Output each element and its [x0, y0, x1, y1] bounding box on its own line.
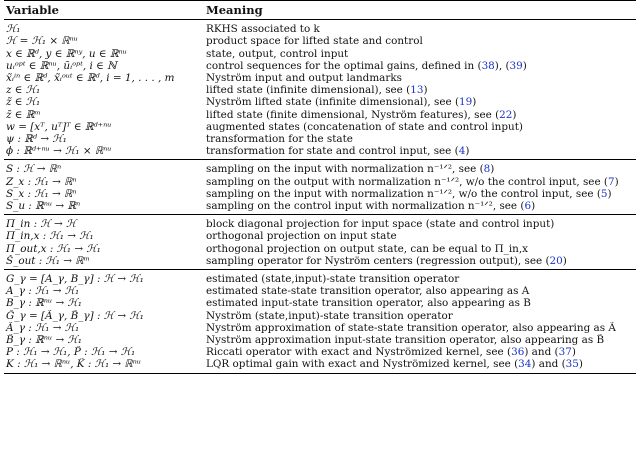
- table-row: [4, 255, 636, 270]
- meaning-text: RKHS associated to k: [206, 23, 320, 36]
- meaning-cell: Riccati operator with exact and Nyströmized kernel, see (36) and (37): [206, 346, 576, 359]
- meaning-text: estimated input-state transition operator, also appearing as B: [206, 297, 531, 310]
- variable-cell: x ∈ ℝᵈ, y ∈ ℝⁿʸ, u ∈ ℝⁿᵘ: [6, 47, 127, 60]
- meaning-cell: [204, 121, 636, 133]
- variable-cell: P : ℋ₁ → ℋ₁, P̃ : ℋ₁ → ℋ₁: [6, 346, 136, 359]
- meaning-text: Nyström approximation of state-state transition operator, also appearing as Ã: [206, 321, 616, 334]
- table-row: [4, 176, 636, 188]
- table-row: [4, 297, 636, 309]
- variable-cell: ℋ = ℋ₁ × ℝⁿᵘ: [6, 35, 78, 48]
- equation-reference-link[interactable]: 34: [518, 358, 532, 371]
- equation-reference-link[interactable]: 36: [511, 346, 525, 359]
- table-row: [4, 84, 636, 96]
- variable-cell: S_x : ℋ₁ → ℝⁿ: [6, 187, 77, 200]
- meaning-text: state, output, control input: [206, 47, 349, 60]
- variable-cell: G̃_γ = [Ã_γ, B̃_γ] : ℋ → ℋ₁: [6, 309, 144, 322]
- table-row: [4, 230, 636, 242]
- table-row: [4, 358, 636, 373]
- header-row: [4, 1, 636, 20]
- meaning-cell: [204, 297, 636, 309]
- equation-reference-link[interactable]: 20: [549, 254, 563, 267]
- variable-cell: B_γ : ℝⁿᵘ → ℋ₁: [6, 297, 82, 310]
- variable-cell: A_γ : ℋ₁ → ℋ₁: [6, 285, 80, 298]
- meaning-text: Nyström lifted state (infinite dimensional), see: [206, 96, 452, 109]
- table-row: [4, 243, 636, 255]
- table-row: [4, 145, 636, 160]
- meaning-cell: Nyström lifted state (infinite dimensional), see (19): [206, 96, 477, 109]
- meaning-cell: sampling on the input with normalization n⁻¹ᐟ², w/o the control input, see (5): [206, 187, 612, 200]
- meaning-text: block diagonal projection for input space (state and control input): [206, 218, 555, 231]
- table-row: [4, 310, 636, 322]
- variable-cell: Ã_γ : ℋ₁ → ℋ₁: [6, 321, 80, 334]
- table-row: [4, 188, 636, 200]
- equation-reference-link[interactable]: 39: [509, 59, 523, 72]
- table-group: [4, 270, 636, 374]
- meaning-cell: [204, 322, 636, 334]
- meaning-cell: [204, 215, 636, 231]
- table-row: [4, 96, 636, 108]
- table-row: [4, 322, 636, 334]
- meaning-cell: lifted state (finite dimensional, Nyström features), see (22): [206, 108, 517, 121]
- meaning-text: product space for lifted state and control: [206, 35, 423, 48]
- equation-reference-link[interactable]: 37: [558, 346, 572, 359]
- meaning-text: orthogonal projection on output state, can be equal to Π_in,x: [206, 242, 529, 255]
- variable-cell: K : ℋ₁ → ℝⁿᵘ, K̃ : ℋ₁ → ℝⁿᵘ: [4, 358, 204, 373]
- table-row: [4, 48, 636, 60]
- table-row: [4, 35, 636, 47]
- meaning-text: control sequences for the optimal gains, defined in: [206, 59, 475, 72]
- meaning-cell: sampling on the control input with normalization n⁻¹ᐟ², see (6): [206, 200, 536, 213]
- variable-cell: B̃_γ : ℝⁿᵘ → ℋ₁: [6, 334, 82, 347]
- notation-table: [4, 0, 636, 374]
- table-row: [4, 215, 636, 231]
- meaning-text: LQR optimal gain with exact and Nyströmized kernel, see: [206, 358, 511, 371]
- variable-cell: w = [xᵀ, uᵀ]ᵀ ∈ ℝᵈ⁺ⁿᵘ: [6, 120, 112, 133]
- meaning-cell: sampling operator for Nyström centers (regression output), see (20): [206, 254, 567, 267]
- equation-reference-link[interactable]: 13: [410, 84, 424, 97]
- variable-cell: S : ℋ → ℝⁿ: [4, 160, 204, 176]
- meaning-text: estimated state-state transition operator, also appearing as A: [206, 285, 530, 298]
- table-row: [4, 60, 636, 72]
- table-row: [4, 160, 636, 176]
- meaning-cell: [204, 48, 636, 60]
- meaning-text: augmented states (concatenation of state and control input): [206, 120, 523, 133]
- meaning-cell: [204, 133, 636, 145]
- equation-reference-link[interactable]: 7: [607, 175, 615, 188]
- variable-cell: z̃ ∈ ℋ₁: [6, 96, 41, 109]
- variable-cell: z ∈ ℋ₁: [6, 84, 41, 97]
- table-row: [4, 334, 636, 346]
- variable-cell: ϕ : ℝᵈ⁺ⁿᵘ → ℋ₁ × ℝⁿᵘ: [6, 145, 112, 158]
- equation-reference-link[interactable]: 35: [565, 358, 579, 371]
- variable-cell: G_γ = [A_γ, B_γ] : ℋ → ℋ₁: [4, 270, 204, 286]
- equation-reference-link[interactable]: 6: [524, 200, 532, 213]
- equation-reference-link[interactable]: 8: [483, 163, 491, 176]
- meaning-cell: sampling on the output with normalization n⁻¹ᐟ², w/o the control input, see (7): [206, 175, 619, 188]
- variable-cell: Π_out,x : ℋ₁ → ℋ₁: [6, 242, 101, 255]
- meaning-cell: [204, 285, 636, 297]
- table-row: [4, 200, 636, 215]
- table-row: [4, 270, 636, 286]
- equation-reference-link[interactable]: 38: [481, 59, 495, 72]
- variable-cell: z̄ ∈ ℝᵐ: [6, 108, 41, 121]
- meaning-cell: [204, 35, 636, 47]
- table-row: [4, 20, 636, 36]
- table-row: [4, 109, 636, 121]
- table-row: [4, 346, 636, 358]
- variable-column-header: Variable: [4, 1, 204, 20]
- variable-cell: Π_in,x : ℋ₁ → ℋ₁: [6, 230, 94, 243]
- meaning-text: lifted state (finite dimensional, Nyström features), see: [206, 108, 492, 121]
- meaning-text: orthogonal projection on input state: [206, 230, 397, 243]
- meaning-column-header: Meaning: [204, 1, 636, 20]
- meaning-text: sampling on the control input with normalization n⁻¹ᐟ², see: [206, 200, 518, 213]
- meaning-text: Nyström approximation input-state transition operator, also appearing as B̃: [206, 334, 605, 347]
- variable-cell: Š_out : ℋ₁ → ℝᵐ: [6, 254, 90, 267]
- equation-reference-link[interactable]: 5: [600, 187, 608, 200]
- equation-reference-link[interactable]: 22: [499, 108, 513, 121]
- meaning-text: Riccati operator with exact and Nyströmized kernel, see: [206, 346, 504, 359]
- table-row: [4, 133, 636, 145]
- variable-cell: x̃ᵢⁱⁿ ∈ ℝᵈ, x̃ᵢᵒᵘᵗ ∈ ℝᵈ, i = 1, . . . , m: [6, 72, 175, 85]
- table-group: [4, 160, 636, 215]
- equation-reference-link[interactable]: 19: [459, 96, 473, 109]
- meaning-text: sampling on the output with normalization n⁻¹ᐟ², w/o the control input, see: [206, 175, 601, 188]
- meaning-text: sampling on the input with normalization n⁻¹ᐟ², w/o the control input, see: [206, 187, 594, 200]
- variable-cell: ℋ₁: [6, 23, 21, 36]
- meaning-cell: control sequences for the optimal gains, defined in (38), (39): [206, 59, 527, 72]
- table-group: [4, 215, 636, 270]
- meaning-cell: [204, 270, 636, 286]
- meaning-cell: [204, 20, 636, 36]
- notation-table-container: [4, 0, 636, 374]
- meaning-text: lifted state (infinite dimensional), see: [206, 84, 403, 97]
- meaning-cell: transformation for state and control input, see (4): [206, 145, 470, 158]
- table-row: [4, 121, 636, 133]
- variable-cell: ψ : ℝᵈ → ℋ₁: [6, 133, 67, 146]
- meaning-text: sampling on the input with normalization n⁻¹ᐟ², see: [206, 163, 477, 176]
- meaning-cell: [204, 243, 636, 255]
- meaning-text: Nyström input and output landmarks: [206, 72, 402, 85]
- variable-cell: Z_x : ℋ₁ → ℝⁿ: [6, 175, 77, 188]
- meaning-cell: LQR optimal gain with exact and Nyströmized kernel, see (34) and (35): [204, 358, 636, 373]
- meaning-cell: [204, 310, 636, 322]
- meaning-cell: [204, 334, 636, 346]
- equation-reference-link[interactable]: 4: [458, 145, 466, 158]
- variable-cell: uᵢᵒᵖᵗ ∈ ℝⁿᵘ, ũᵢᵒᵖᵗ, i ∈ ℕ: [6, 59, 117, 72]
- meaning-text: estimated (state,input)-state transition operator: [206, 273, 460, 286]
- meaning-cell: [204, 230, 636, 242]
- meaning-cell: [204, 72, 636, 84]
- meaning-text: sampling operator for Nyström centers (regression output), see: [206, 254, 543, 267]
- table-row: [4, 285, 636, 297]
- table-group: [4, 20, 636, 160]
- meaning-text: transformation for the state: [206, 133, 353, 146]
- meaning-text: Nyström (state,input)-state transition operator: [206, 309, 453, 322]
- meaning-cell: lifted state (infinite dimensional), see (13): [206, 84, 428, 97]
- meaning-text: transformation for state and control input, see: [206, 145, 452, 158]
- variable-cell: S_u : ℝⁿᵘ → ℝⁿ: [6, 200, 81, 213]
- meaning-cell: sampling on the input with normalization n⁻¹ᐟ², see (8): [204, 160, 636, 176]
- variable-cell: Π_in : ℋ → ℋ: [4, 215, 204, 231]
- table-row: [4, 72, 636, 84]
